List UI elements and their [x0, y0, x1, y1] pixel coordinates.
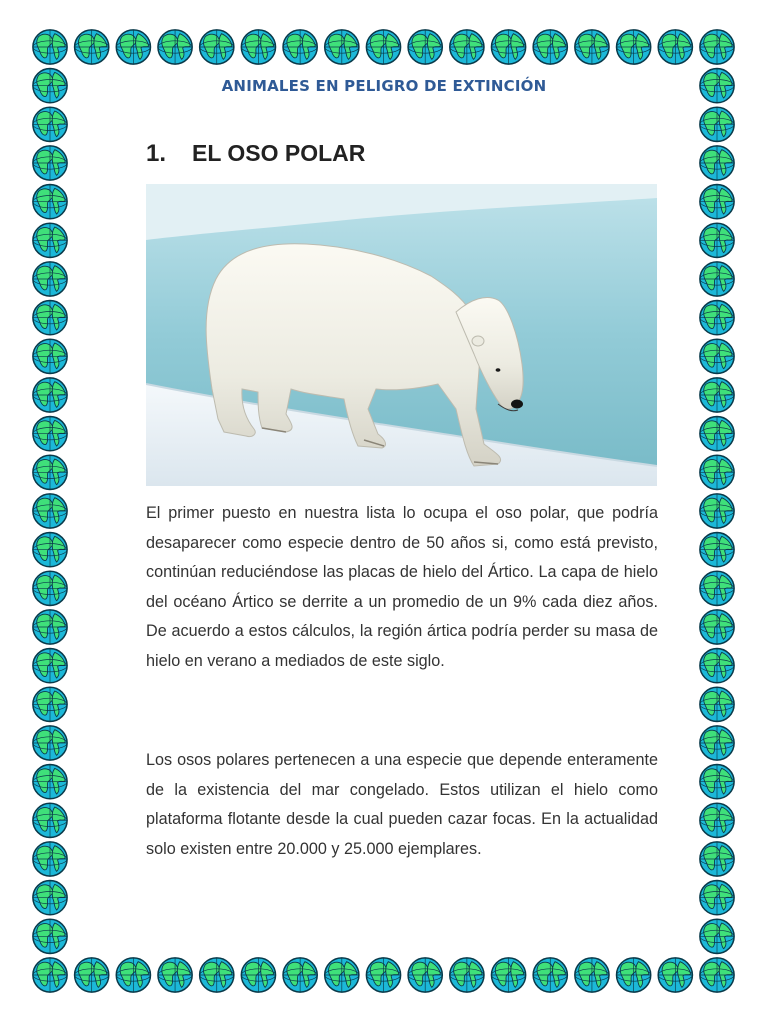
globe-icon: [366, 30, 400, 64]
globe-icon: [33, 649, 67, 683]
globe-icon: [700, 571, 734, 605]
globe-icon: [700, 262, 734, 296]
globe-icon: [33, 301, 67, 335]
globe-icon: [491, 30, 525, 64]
globe-icon: [325, 958, 359, 992]
globe-icon: [617, 958, 651, 992]
globe-icon: [700, 339, 734, 373]
globe-icon: [75, 30, 109, 64]
globe-icon: [75, 958, 109, 992]
globe-icon: [33, 378, 67, 412]
globe-icon: [33, 185, 67, 219]
globe-icon: [33, 610, 67, 644]
globe-icon: [700, 881, 734, 915]
globe-icon: [33, 803, 67, 837]
paragraph-1: El primer puesto en nuestra lista lo ocupa el oso polar, que podría desaparecer como especie dentro de 50 años si, como está previsto, continúan reduciéndose las placas de hielo del Ártico. La capa de hielo del océano Ártico se derrite a un promedio de un 9% cada diez años. De acuerdo a estos cálculos, la región ártica podría perder su masa de hielo en verano a mediados de este siglo.: [146, 504, 658, 670]
globe-icon: [658, 30, 692, 64]
section-title: EL OSO POLAR: [192, 140, 366, 166]
globe-icon: [33, 262, 67, 296]
section-number: 1.: [146, 140, 167, 167]
globe-icon: [700, 610, 734, 644]
globe-icon: [533, 30, 567, 64]
globe-icon: [450, 30, 484, 64]
globe-icon: [33, 223, 67, 257]
globe-icon: [366, 958, 400, 992]
globe-icon: [33, 417, 67, 451]
globe-icon: [408, 30, 442, 64]
section-heading: [146, 140, 365, 168]
globe-icon: [700, 146, 734, 180]
globe-icon: [33, 339, 67, 373]
globe-icon: [158, 958, 192, 992]
globe-icon: [33, 842, 67, 876]
globe-icon: [33, 455, 67, 489]
globe-icon: [700, 30, 734, 64]
globe-icon: [533, 958, 567, 992]
globe-icon: [700, 455, 734, 489]
globe-icon: [575, 30, 609, 64]
globe-icon: [700, 378, 734, 412]
globe-icon: [33, 494, 67, 528]
globe-icon: [283, 30, 317, 64]
globe-icon: [200, 958, 234, 992]
globe-icon: [700, 649, 734, 683]
globe-icon: [700, 185, 734, 219]
globe-icon: [700, 687, 734, 721]
globe-icon: [33, 919, 67, 953]
globe-icon: [617, 30, 651, 64]
globe-icon: [33, 146, 67, 180]
globe-icon: [158, 30, 192, 64]
globe-icon: [116, 30, 150, 64]
globe-icon: [700, 223, 734, 257]
globe-icon: [241, 958, 275, 992]
globe-icon: [658, 958, 692, 992]
page-title: ANIMALES EN PELIGRO DE EXTINCIÓN: [221, 77, 547, 95]
globe-icon: [33, 533, 67, 567]
globe-icon: [33, 726, 67, 760]
globe-icon: [700, 765, 734, 799]
globe-icon: [700, 726, 734, 760]
globe-icon: [283, 958, 317, 992]
globe-icon: [700, 958, 734, 992]
globe-icon: [241, 30, 275, 64]
polar-bear-photo: [146, 184, 657, 486]
globe-icon: [575, 958, 609, 992]
globe-icon: [33, 107, 67, 141]
globe-icon: [325, 30, 359, 64]
globe-icon: [33, 30, 67, 64]
globe-icon: [33, 765, 67, 799]
globe-icon: [700, 107, 734, 141]
globe-icon: [116, 958, 150, 992]
globe-icon: [33, 571, 67, 605]
globe-icon: [33, 881, 67, 915]
globe-icon: [700, 842, 734, 876]
globe-icon: [700, 919, 734, 953]
globe-icon: [408, 958, 442, 992]
globe-icon: [33, 958, 67, 992]
globe-icon: [700, 803, 734, 837]
paragraph-2: Los osos polares pertenecen a una especie que depende enteramente de la existencia del mar congelado. Estos utilizan el hielo como plataforma flotante desde la cual pueden cazar focas. En la actualidad solo existen entre 20.000 y 25.000 ejemplares.: [146, 751, 658, 858]
globe-icon: [200, 30, 234, 64]
globe-icon: [491, 958, 525, 992]
globe-icon: [33, 687, 67, 721]
globe-icon: [700, 494, 734, 528]
globe-icon: [700, 533, 734, 567]
globe-icon: [700, 417, 734, 451]
globe-icon: [450, 958, 484, 992]
globe-icon: [700, 301, 734, 335]
